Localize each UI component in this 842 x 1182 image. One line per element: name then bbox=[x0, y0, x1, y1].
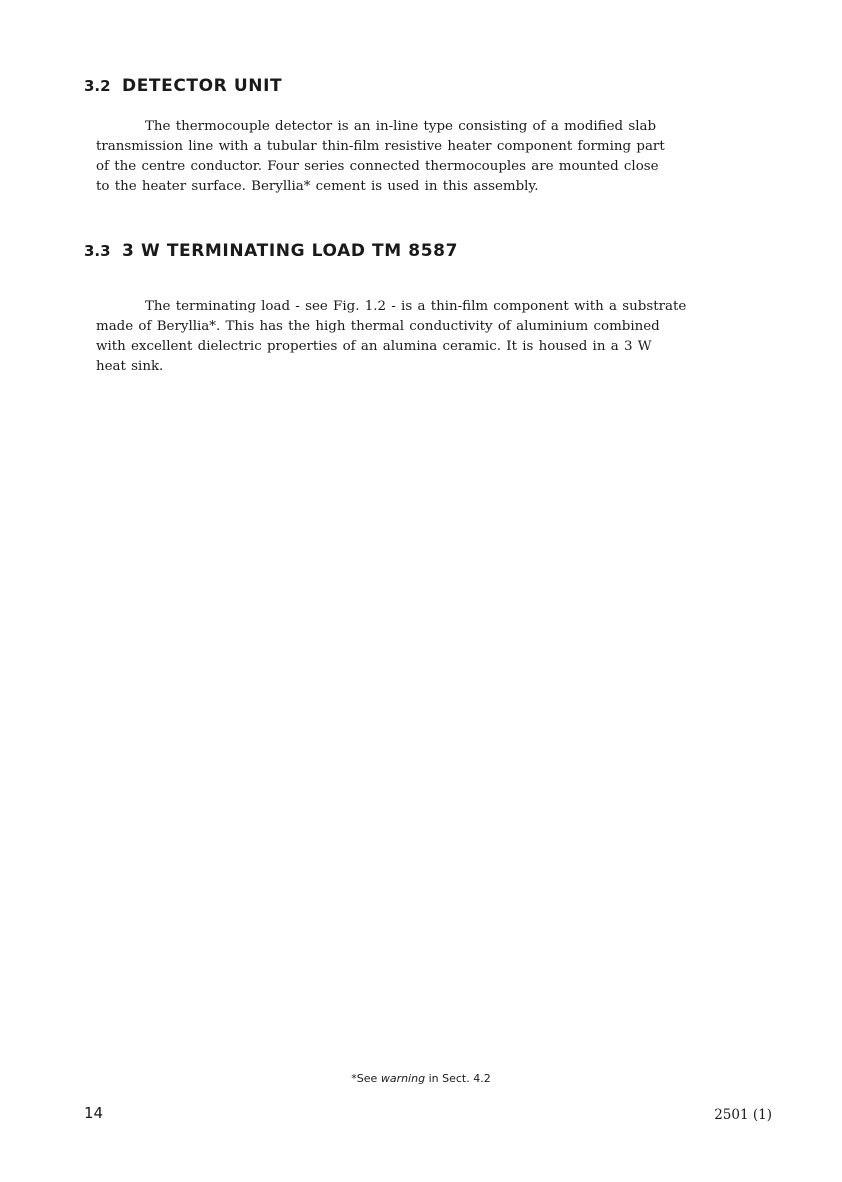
page-number: 14 bbox=[84, 1104, 104, 1122]
paragraph-line: heat sink. bbox=[96, 359, 164, 374]
paragraph-line: transmission line with a tubular thin-film resistive heater component forming part bbox=[96, 139, 665, 154]
section-3-3-number: 3.3 bbox=[84, 242, 111, 260]
section-3-2-number: 3.2 bbox=[84, 77, 111, 95]
footnote bbox=[0, 1072, 842, 1085]
paragraph-line: with excellent dielectric properties of an alumina ceramic. It is housed in a 3 W bbox=[96, 339, 652, 354]
paragraph-line: The terminating load - see Fig. 1.2 - is a thin-film component with a substrate bbox=[145, 299, 687, 314]
section-3-2-heading bbox=[84, 76, 282, 96]
paragraph-line: made of Beryllia*. This has the high thermal conductivity of aluminium combined bbox=[96, 319, 660, 334]
footnote-suffix: in Sect. 4.2 bbox=[428, 1072, 491, 1085]
document-reference: 2501 (1) bbox=[714, 1107, 772, 1123]
section-3-2-title: DETECTOR UNIT bbox=[122, 76, 283, 96]
paragraph-line: The thermocouple detector is an in-line type consisting of a modified slab bbox=[145, 119, 657, 134]
footnote-emphasis: warning bbox=[380, 1072, 426, 1085]
section-3-3-heading bbox=[84, 241, 458, 261]
footnote-prefix: *See bbox=[351, 1072, 378, 1085]
section-3-3-title: 3 W TERMINATING LOAD TM 8587 bbox=[122, 241, 458, 261]
paragraph-line: to the heater surface. Beryllia* cement is used in this assembly. bbox=[96, 179, 539, 194]
paragraph-line: of the centre conductor. Four series connected thermocouples are mounted close bbox=[96, 159, 659, 174]
